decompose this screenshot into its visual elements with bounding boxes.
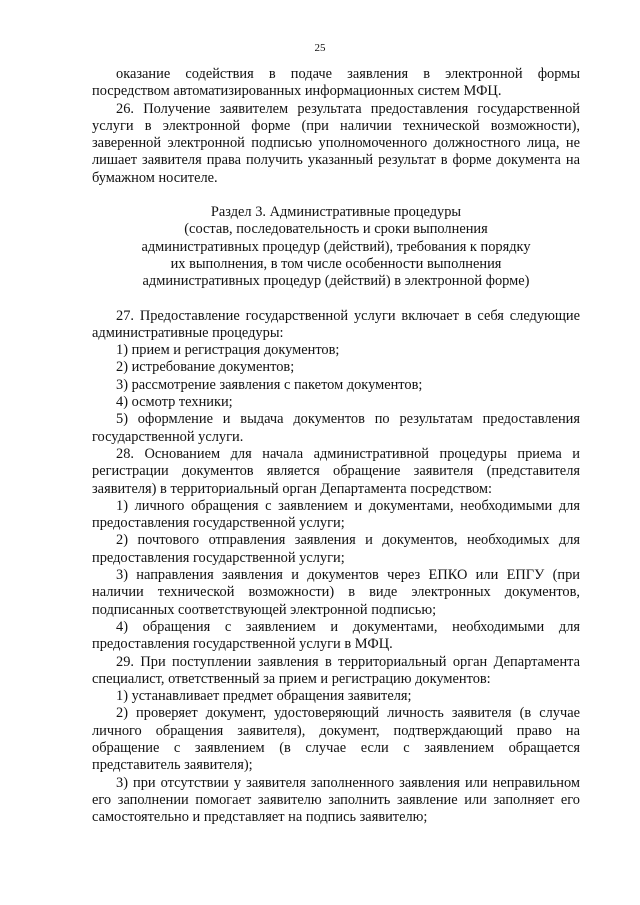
list-item: 3) рассмотрение заявления с пакетом документов; — [116, 376, 423, 393]
document-body — [92, 66, 580, 826]
list-item: 3) при отсутствии у заявителя заполненного заявления или неправильном его заполнении помогает заявителю заполнить заявление или заполняет его самостоятельно и представляет на подпись заявителю; — [92, 774, 580, 826]
paragraph: 29. При поступлении заявления в территориальный орган Департамента специалист, ответственный за прием и регистрацию документов: — [92, 653, 580, 687]
list-item: 2) проверяет документ, удостоверяющий личность заявителя (в случае личного обращения заявителя), документ, подтверждающий право на обращение с заявлением (в случае если с заявлением обращается представитель заявителя); — [92, 705, 580, 774]
list-item: 4) осмотр техники; — [116, 394, 233, 411]
list-item: 1) устанавливает предмет обращения заявителя; — [116, 688, 412, 705]
section-heading — [92, 204, 580, 290]
paragraph: 28. Основанием для начала административной процедуры приема и регистрации документов является обращение заявителя (представителя заявителя) в территориальный орган Департамента посредством: — [92, 445, 580, 497]
paragraph: оказание содействия в подаче заявления в электронной формы посредством автоматизированных информационных систем МФЦ. — [92, 66, 580, 100]
list-item: 4) обращения с заявлением и документами, необходимыми для предоставления государственной услуги в МФЦ. — [92, 618, 580, 653]
list-item: 2) истребование документов; — [116, 359, 295, 376]
list-item: 1) личного обращения с заявлением и документами, необходимыми для предоставления государственной услуги; — [92, 497, 580, 532]
page-number: 25 — [314, 42, 326, 54]
paragraph: 27. Предоставление государственной услуги включает в себя следующие административные процедуры: — [92, 307, 580, 341]
section-title: Раздел 3. Административные процедуры — [210, 204, 462, 221]
section-subtitle-line: административных процедур (действий) в электронной форме) — [142, 273, 530, 290]
list-item: 3) направления заявления и документов через ЕПКО или ЕПГУ (при наличии технической возможности) в виде электронных документов, подписанных соответствующей электронной подписью; — [92, 567, 580, 618]
paragraph: 26. Получение заявителем результата предоставления государственной услуги в электронной форме (при наличии технической возможности), заверенной электронной подписью уполномоченного должностного лица, не лишает заявителя права получить указанный результат в форме документа на бумажном носителе. — [92, 100, 580, 186]
section-subtitle-line: административных процедур (действий), требования к порядку — [141, 238, 531, 255]
list-item: 2) почтового отправления заявления и документов, необходимых для предоставления государственной услуги; — [92, 532, 580, 566]
section-subtitle-line: их выполнения, в том числе особенности выполнения — [170, 255, 502, 272]
section-subtitle-line: (состав, последовательность и сроки выполнения — [184, 221, 488, 238]
list-item: 1) прием и регистрация документов; — [116, 342, 340, 359]
list-item: 5) оформление и выдача документов по результатам предоставления государственной услуги. — [92, 411, 580, 445]
